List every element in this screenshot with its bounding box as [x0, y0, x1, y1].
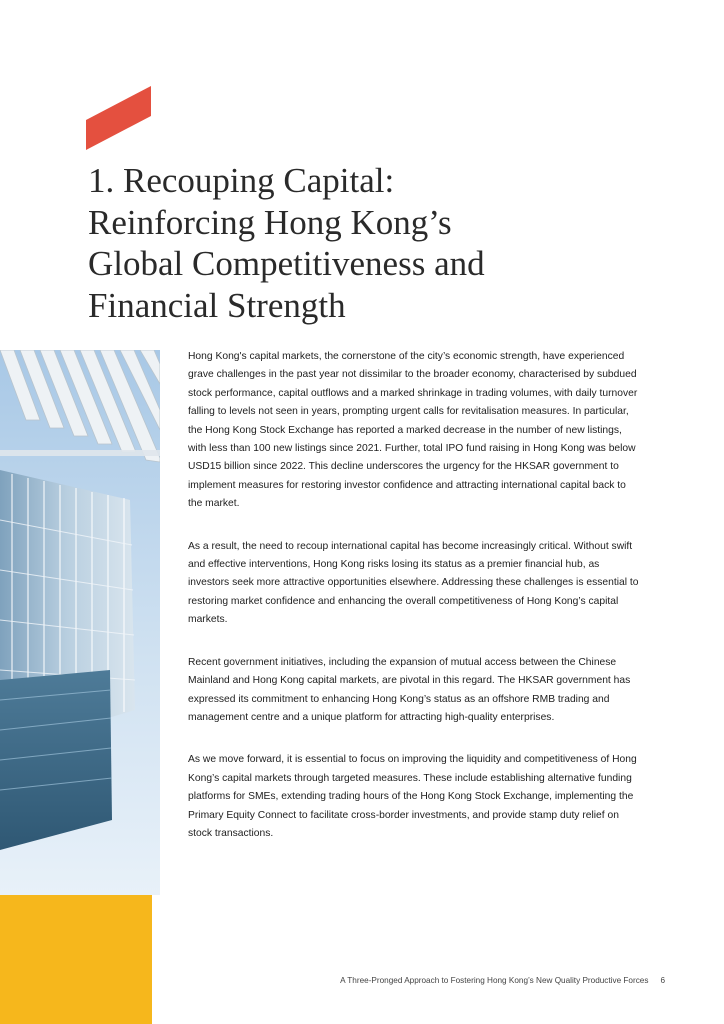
paragraph-3: Recent government initiatives, including the expansion of mutual access between the Chinese Mainland and Hong Kong capital markets, are pivotal in this regard. The HKSAR government has expressed its commitment to enhancing Hong Kong’s status as an offshore RMB trading and management centre and a unique platform for attracting high-quality enterprises. — [188, 656, 631, 723]
paragraph-4: As we move forward, it is essential to focus on improving the liquidity and competitiveness of Hong Kong’s capital markets through targeted measures. These include establishing alternative funding platforms for SMEs, extending trading hours of the Hong Kong Stock Exchange, implementing the Primary Equity Connect to facilitate cross-border investments, and provide stamp duty relief on stock transactions. — [188, 754, 637, 839]
footer-text: A Three-Pronged Approach to Fostering Hong Kong’s New Quality Productive Forces — [340, 976, 649, 985]
page-title — [88, 160, 648, 326]
page-footer — [250, 976, 665, 985]
title-line-3: Global Competitiveness and — [88, 244, 485, 283]
title-line-1: 1. Recouping Capital: — [88, 161, 395, 200]
paragraph-1: Hong Kong's capital markets, the cornerstone of the city’s economic strength, have experienced grave challenges in the past year not dissimilar to the broader economy, characterised by subdued stock performance, capital outflows and a marked shrinkage in trading volumes, with daily turnover falling to levels not seen in years, prompting urgent calls for revitalisation measures. In particular, the Hong Kong Stock Exchange has reported a marked decrease in the number of new listings, with less than 100 new listings since 2021. Further, total IPO fund raising in Hong Kong was below USD15 billion since 2022. This decline underscores the urgency for the HKSAR government to implement measures for restoring investor confidence and attracting international capital back to the market. — [188, 351, 638, 510]
red-accent-parallelogram — [86, 86, 151, 150]
title-line-4: Financial Strength — [88, 285, 346, 325]
building-photo — [0, 350, 160, 895]
title-line-2: Reinforcing Hong Kong’s — [88, 202, 452, 242]
page-number: 6 — [660, 976, 665, 985]
paragraph-2: As a result, the need to recoup international capital has become increasingly critical. Without swift and effective interventions, Hong Kong risks losing its status as a premier financial hub, as investors seek more attractive opportunities elsewhere. Addressing these challenges is essential to restoring market confidence and enhancing the overall competitiveness of Hong Kong’s capital markets. — [188, 540, 639, 626]
body-text — [188, 348, 640, 867]
